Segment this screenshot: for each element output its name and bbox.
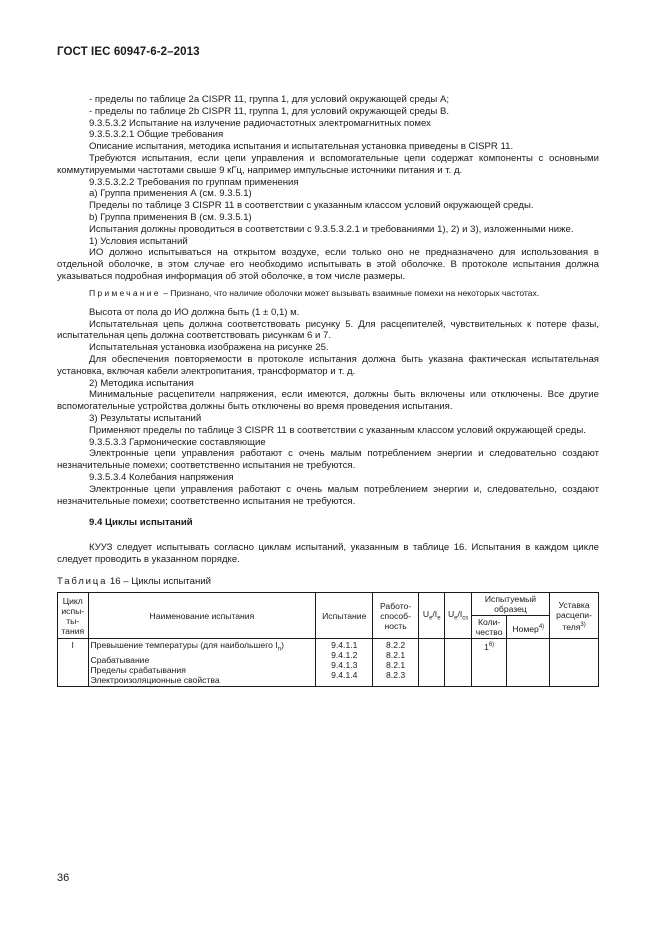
header-ue-ics: $U_e/I_{cs}$ xyxy=(445,593,471,639)
paragraph: Испытательная установка изображена на рисунке 25. xyxy=(89,342,329,354)
table-caption-label: Таблица xyxy=(57,575,108,587)
cell-capability: 8.2.2 8.2.1 8.2.1 8.2.3 xyxy=(373,639,419,687)
paragraph: 9.3.5.3.2 Испытание на излучение радиочастотных электромагнитных помех xyxy=(89,117,431,129)
paragraph: а) Группа применения А (см. 9.3.5.1) xyxy=(89,188,252,200)
paragraph: 1) Условия испытаний xyxy=(89,235,188,247)
section-title: 9.4 Циклы испытаний xyxy=(89,517,193,529)
paragraph: Высота от пола до ИО должна быть (1 ± 0,1) м. xyxy=(89,306,300,318)
cell-number xyxy=(507,639,550,687)
cell-quantity: 1$^{6)}$ xyxy=(471,639,507,687)
note-label: Примечание xyxy=(89,287,161,298)
header-ue-ie: $U_e/I_e$ xyxy=(418,593,444,639)
paragraph: 9.3.5.3.2.2 Требования по группам применения xyxy=(89,176,299,188)
paragraph: - пределы по таблице 2b CISPR 11, группа 1, для условий окружающей среды В. xyxy=(89,105,450,117)
cell-setting xyxy=(550,639,599,687)
table-caption xyxy=(57,576,599,588)
paragraph: Применяют пределы по таблице 3 CISPR 11 в соответствии с указанным классом условий окружающей среды. xyxy=(89,424,586,436)
cell-cycle: I xyxy=(58,639,89,687)
cell-test-names: Превышение температуры (для наибольшего $I_n$) Срабатывание Пределы срабатывания Электроизоляционные свойства xyxy=(88,639,316,687)
paragraph: 9.3.5.3.4 Колебания напряжения xyxy=(89,471,234,483)
header-test: Испытание xyxy=(316,593,373,639)
header-capability: Работо-способ-ность xyxy=(373,593,419,639)
note-text: – Признано, что наличие оболочки может вызывать взаимные помехи на некоторых частотах. xyxy=(160,287,540,298)
paragraph: 9.3.5.3.2.1 Общие требования xyxy=(89,129,224,141)
note xyxy=(57,288,599,299)
paragraph: - пределы по таблице 2а CISPR 11, группа 1, для условий окружающей среды А; xyxy=(89,94,450,105)
page-number: 36 xyxy=(57,872,70,884)
paragraph: Испытания должны проводиться в соответствии с 9.3.5.3.2.1 и требованиями 1), 2) и 3), изложенными ниже. xyxy=(89,223,574,235)
header-number: Номер$^{4)}$ xyxy=(507,616,550,639)
paragraph: Испытательная цепь должна соответствовать рисунку 5. Для расцепителей, чувствительных к потере фазы, испытательная цепь должна соответствовать рисункам 6 и 7. xyxy=(57,318,599,342)
paragraph: Для обеспечения повторяемости в протоколе испытания должна быть указана фактическая испытательная установка, включая кабели электропитания, трансформатор и т. д. xyxy=(57,353,599,377)
paragraph: Электронные цепи управления работают с очень малым потреблением энергии и, следовательно, создают незначительные помехи; соответственно испытания не требуются. xyxy=(57,483,599,507)
cell-tests: 9.4.1.1 9.4.1.2 9.4.1.3 9.4.1.4 xyxy=(316,639,373,687)
paragraph: Пределы по таблице 3 CISPR 11 в соответствии с указанным классом условий окружающей среды. xyxy=(89,200,534,212)
paragraph: Описание испытания, методика испытания и испытательная установка приведены в CISPR 11. xyxy=(89,141,514,153)
page-content xyxy=(57,94,599,687)
paragraph: b) Группа применения В (см. 9.3.5.1) xyxy=(89,211,252,223)
cell-ue-ie xyxy=(418,639,444,687)
header-sample: Испытуемый образец xyxy=(471,593,549,616)
table-caption-text: 16 – Циклы испытаний xyxy=(107,575,212,587)
paragraph: КУУЗ следует испытывать согласно циклам испытаний, указанным в таблице 16. Испытания в каждом цикле следует проводить в указанном порядке. xyxy=(57,542,599,565)
header-quantity: Коли-чество xyxy=(471,616,507,639)
paragraph: 2) Методика испытания xyxy=(89,377,194,389)
paragraph: 9.3.5.3.3 Гармонические составляющие xyxy=(89,436,266,448)
paragraph: 3) Результаты испытаний xyxy=(89,412,202,424)
header-cycle: Цикл испы-ты-тания xyxy=(58,593,89,639)
header-test-name: Наименование испытания xyxy=(88,593,316,639)
document-header: ГОСТ IEC 60947-6-2–2013 xyxy=(57,46,200,58)
paragraph: Электронные цепи управления работают с очень малым потреблением энергии и следовательно создают незначительные помехи; соответственно испытания не требуются. xyxy=(57,448,599,472)
test-cycles-table xyxy=(57,592,599,687)
header-setting: Уставка расцепи-теля$^{3)}$ xyxy=(550,593,599,639)
paragraph: Требуются испытания, если цепи управления и вспомогательные цепи содержат компоненты с основными коммутируемыми частотами свыше 9 кГц, например импульсные источники питания и т. д. xyxy=(57,152,599,176)
cell-ue-ics xyxy=(445,639,471,687)
paragraph: ИО должно испытываться на открытом воздухе, если только оно не предназначено для использования в отдельной оболочке, в этом случае его необходимо испытывать в этой оболочке. В протоколе испытания должна указываться подробная информация об этой оболочке, в том числе размеры. xyxy=(57,247,599,282)
paragraph: Минимальные расцепители напряжения, если имеются, должны быть включены или отключены. Все другие вспомогательные устройства должны быть отключены во время проведения испытания. xyxy=(57,389,599,413)
